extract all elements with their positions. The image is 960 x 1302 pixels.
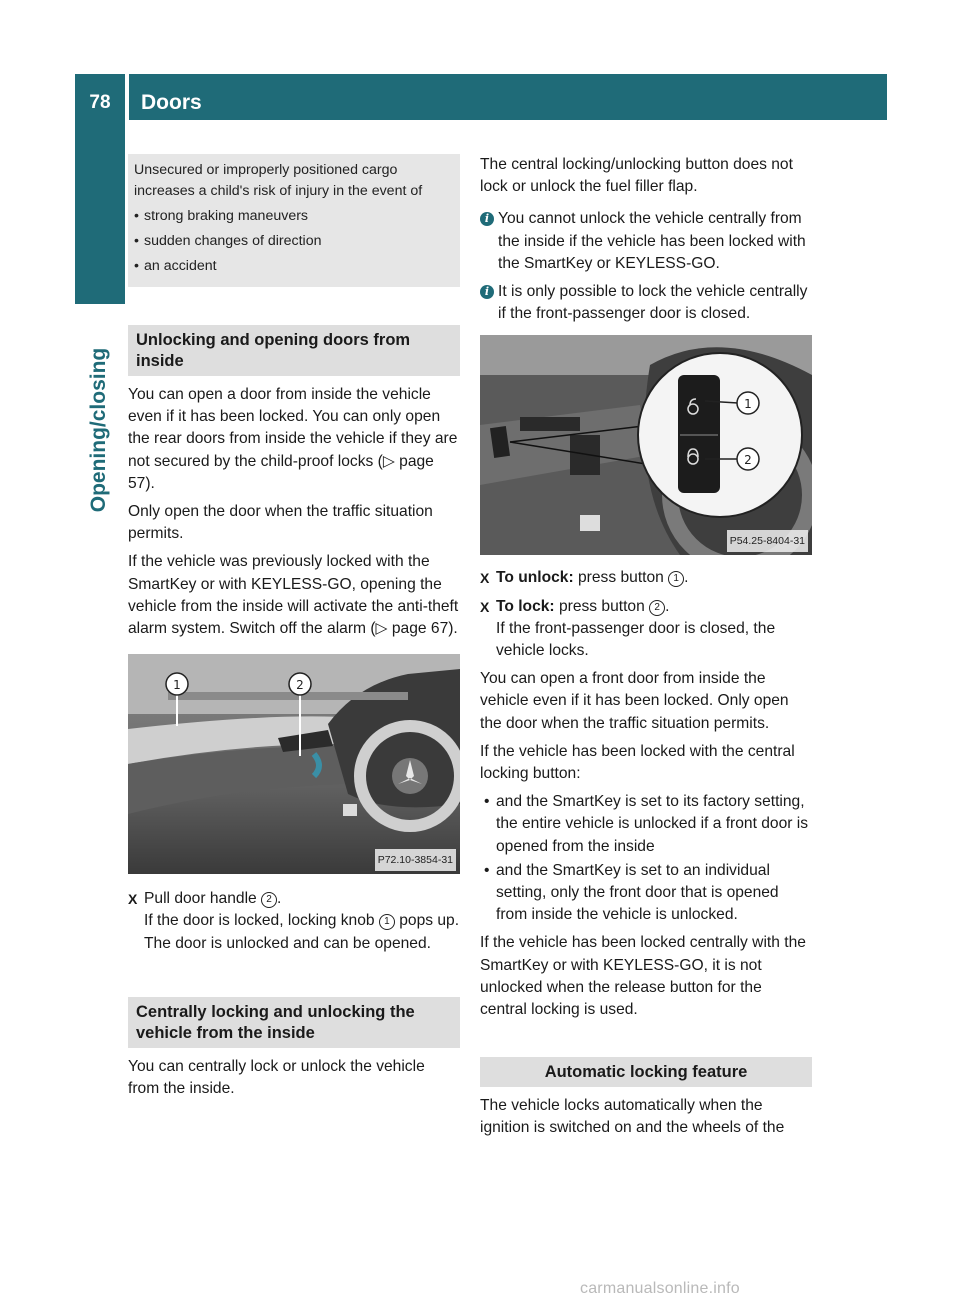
step-arrow-icon: X xyxy=(480,598,490,615)
warning-item: • strong braking maneuvers xyxy=(134,206,454,227)
figure-code: P72.10-3854-31 xyxy=(375,849,456,871)
warning-intro: Unsecured or improperly positioned cargo increases a child's risk of injury in the event of xyxy=(134,162,423,199)
side-tab-block xyxy=(75,120,125,304)
step-end: . xyxy=(684,569,689,587)
step-lock xyxy=(480,596,812,618)
paragraph: You can centrally lock or unlock the vehicle from the inside. xyxy=(128,1057,425,1098)
callout-1: 1 xyxy=(173,678,181,693)
info-note xyxy=(480,208,812,275)
paragraph: Only open the door when the traffic situation permits. xyxy=(128,503,433,543)
warning-item: • an accident xyxy=(134,256,454,277)
step-text: Pull door handle xyxy=(144,890,262,908)
step-text: press button xyxy=(573,569,669,587)
step-label: To unlock: xyxy=(496,569,574,587)
step-continuation xyxy=(128,910,460,954)
step-label: To lock: xyxy=(496,597,555,615)
side-tab-label: Opening/closing xyxy=(87,347,110,513)
info-icon: i xyxy=(480,285,494,299)
callout-1: 1 xyxy=(744,397,752,412)
callout-2: 2 xyxy=(296,678,304,693)
paragraph: If the vehicle was previously locked with the SmartKey or with KEYLESS-GO, opening the vehicle from the inside will activate the anti-theft alarm system. Switch off the alarm (▷ page 67). xyxy=(128,553,459,638)
paragraph: If the vehicle has been locked with the central locking button: xyxy=(480,742,795,783)
warning-box xyxy=(128,154,460,287)
footer-watermark: carmanualsonline.info xyxy=(580,1280,740,1297)
chapter-title: Doors xyxy=(141,91,202,114)
step-pull-handle xyxy=(128,888,460,910)
info-note xyxy=(480,281,812,325)
section-heading-unlocking: Unlocking and opening doors from inside xyxy=(128,325,460,376)
bullet-list xyxy=(480,791,812,926)
bullet-item: • and the SmartKey is set to its factory setting, the entire vehicle is unlocked if a front door is opened from the inside xyxy=(480,791,812,858)
left-column xyxy=(128,154,460,1106)
step-cont-text: If the door is locked, locking knob xyxy=(144,912,379,930)
step-arrow-icon: X xyxy=(480,570,490,587)
step-unlock xyxy=(480,567,812,589)
warning-list xyxy=(134,206,454,277)
number-2-icon: 2 xyxy=(649,600,665,616)
step-end: . xyxy=(665,597,670,615)
section-heading-central: Centrally locking and unlocking the vehicle from the inside xyxy=(128,997,460,1048)
figure-code: P54.25-8404-31 xyxy=(727,530,808,552)
side-tab xyxy=(75,310,125,550)
info-text: You cannot unlock the vehicle centrally from the inside if the vehicle has been locked with the SmartKey or KEYLESS-GO. xyxy=(498,210,806,272)
number-1-icon: 1 xyxy=(379,914,395,930)
paragraph: If the vehicle has been locked centrally with the SmartKey or with KEYLESS-GO, it is not unlocked when the release button for the central locking is used. xyxy=(480,934,806,1019)
header-divider xyxy=(125,74,129,120)
paragraph: The central locking/unlocking button does not lock or unlock the fuel filler flap. xyxy=(480,156,793,196)
step-end: . xyxy=(277,890,282,908)
paragraph: You can open a door from inside the vehicle even if it has been locked. You can only open the rear doors from inside the vehicle if they are not secured by the child-proof locks (▷ page 57). xyxy=(128,386,458,492)
step-cont-text: pops up. The door is unlocked and can be opened. xyxy=(144,912,460,952)
info-icon: i xyxy=(480,212,494,226)
section-heading-automatic-locking: Automatic locking feature xyxy=(480,1057,812,1087)
page-number: 78 xyxy=(89,92,111,113)
step-text: press button xyxy=(554,597,650,615)
door-interior-illustration xyxy=(128,654,460,874)
info-text: It is only possible to lock the vehicle centrally if the front-passenger door is closed. xyxy=(498,283,808,323)
door-handle-figure xyxy=(128,654,460,874)
central-locking-figure xyxy=(480,335,812,555)
paragraph: You can open a front door from inside the vehicle even if it has been locked. Only open the door when the traffic situation permits. xyxy=(480,670,789,732)
central-locking-illustration xyxy=(480,335,812,555)
number-1-icon: 1 xyxy=(668,571,684,587)
paragraph: The vehicle locks automatically when the ignition is switched on and the wheels of the xyxy=(480,1097,785,1137)
right-column xyxy=(480,154,812,1146)
step-continuation: If the front-passenger door is closed, the vehicle locks. xyxy=(496,619,776,660)
step-arrow-icon: X xyxy=(128,891,138,908)
number-2-icon: 2 xyxy=(261,892,277,908)
bullet-item: • and the SmartKey is set to an individual setting, only the front door that is opened from inside the vehicle is unlocked. xyxy=(480,860,812,927)
callout-2: 2 xyxy=(744,453,752,468)
warning-item: • sudden changes of direction xyxy=(134,231,454,252)
